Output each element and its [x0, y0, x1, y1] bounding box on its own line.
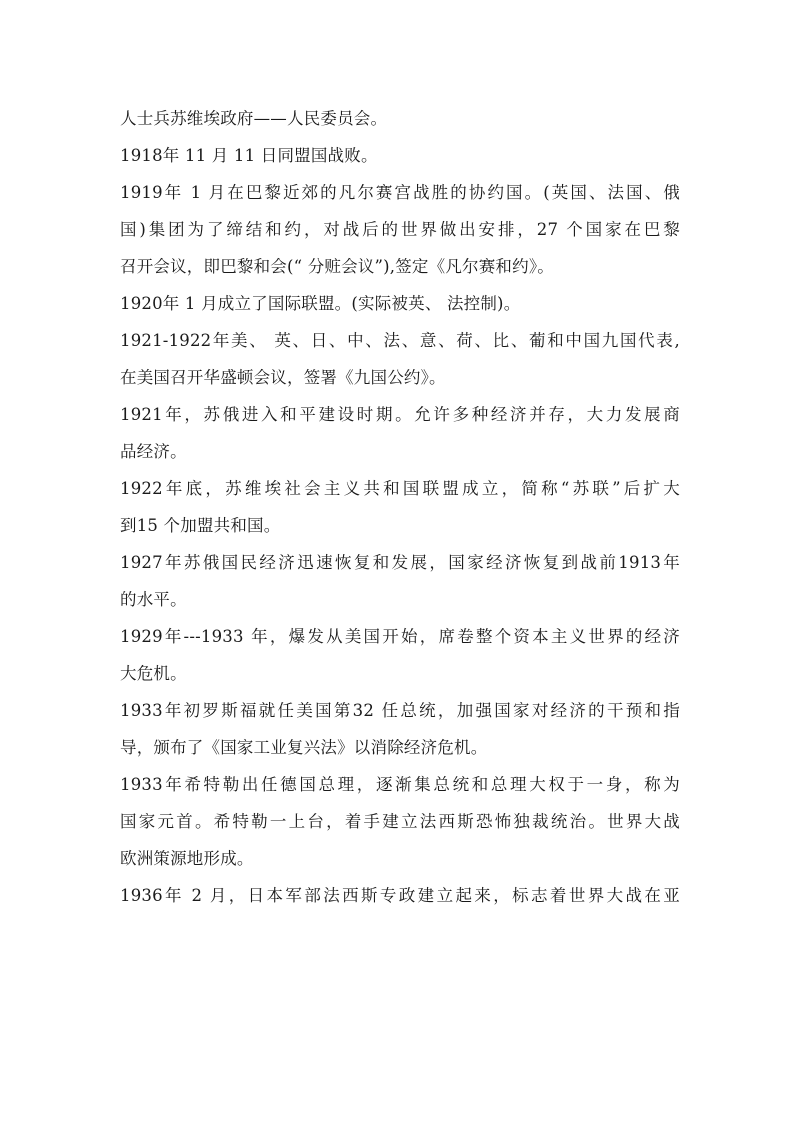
- text-line: 在美国召开华盛顿会议，签署《九国公约》。: [120, 368, 446, 387]
- text-line: 国)集团为了缔结和约，对战后的世界做出安排，27 个国家在巴黎: [120, 220, 680, 239]
- text-line: 欧洲策源地形成。: [120, 849, 254, 868]
- text-line: 到15 个加盟共和国。: [120, 516, 281, 535]
- text-line: 1927年苏俄国民经济迅速恢复和发展，国家经济恢复到战前1913年: [120, 553, 680, 572]
- text-line: 1920年 1 月成立了国际联盟。(实际被英、 法控制)。: [120, 294, 521, 313]
- text-line: 导，颁布了《国家工业复兴法》以消除经济危机。: [120, 738, 488, 757]
- text-line: 1933年希特勒出任德国总理，逐渐集总统和总理大权于一身，称为: [120, 775, 680, 794]
- text-line: 品经济。: [120, 442, 187, 461]
- text-line: 1933年初罗斯福就任美国第32 任总统，加强国家对经济的干预和指: [120, 701, 680, 720]
- text-line: 1918年 11 月 11 日同盟国战败。: [120, 146, 378, 165]
- text-line: 大危机。: [120, 664, 187, 683]
- text-line: 1919年 1 月在巴黎近郊的凡尔赛宫战胜的协约国。(英国、法国、俄: [120, 183, 680, 202]
- text-line: 的水平。: [120, 590, 187, 609]
- text-line: 召开会议，即巴黎和会(“ 分赃会议”),签定《凡尔赛和约》。: [120, 257, 554, 276]
- text-line: 1922年底，苏维埃社会主义共和国联盟成立，简称“苏联”后扩大: [120, 479, 680, 498]
- text-line: 1921-1922年美、 英、日、中、法、意、荷、比、葡和中国九国代表,: [120, 331, 680, 350]
- text-line: 人士兵苏维埃政府——人民委员会。: [120, 109, 388, 128]
- document-body: [120, 100, 680, 914]
- text-line: 1929年---1933 年，爆发从美国开始，席卷整个资本主义世界的经济: [120, 627, 680, 646]
- text-line: 国家元首。希特勒一上台，着手建立法西斯恐怖独裁统治。世界大战: [120, 812, 680, 831]
- text-line: 1921年，苏俄进入和平建设时期。允许多种经济并存，大力发展商: [120, 405, 680, 424]
- text-line: 1936年 2 月，日本军部法西斯专政建立起来，标志着世界大战在亚: [120, 886, 680, 905]
